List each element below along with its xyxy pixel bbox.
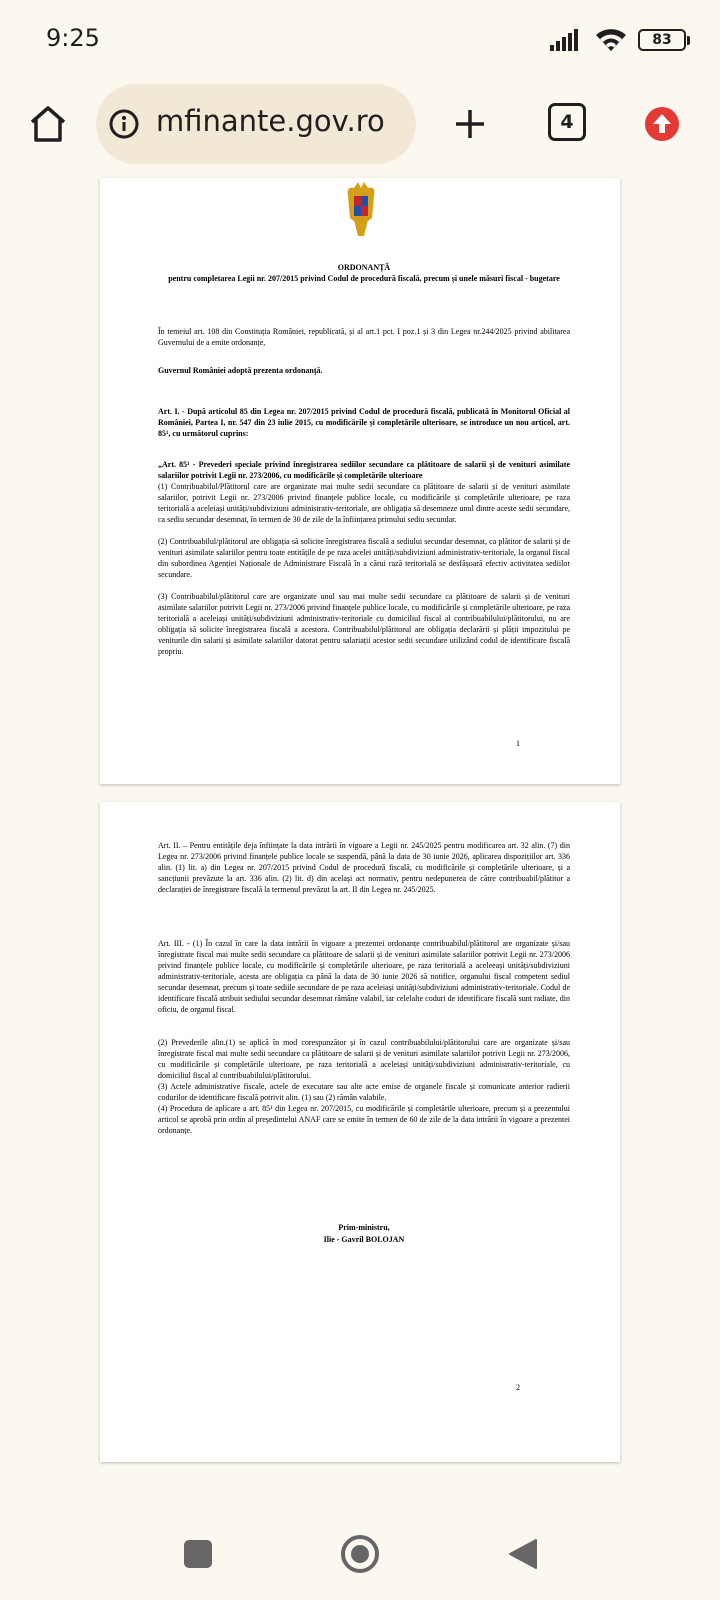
article-3-para-4: (4) Procedura de aplicare a art. 85¹ din Legea nr. 207/2015, cu modificările și completările ulterioare, precum și a prezentului articol se aprobă prin ordin al președintelui ANAF care se emite în termen de 60 de zile de la data intrării în vigoare a prezentei ordonanțe. — [158, 1104, 570, 1135]
article-1-intro: Art. I. - După articolul 85 din Legea nr. 207/2015 privind Codul de procedură fiscală, publicată în Monitorul Oficial al României, Partea I, nr. 547 din 23 iulie 2015, cu modificările și completările ulterioare, se introduce un nou articol, art. 85¹, cu următorul cuprins: — [158, 407, 570, 438]
tabs-button[interactable]: 4 — [548, 103, 586, 141]
document-page-1 — [100, 178, 620, 784]
recents-icon[interactable] — [184, 1540, 212, 1568]
info-icon[interactable] — [108, 108, 140, 140]
article-85-title: „Art. 85¹ - Prevederi speciale privind înregistrarea sediilor secundare ca plătitoare de salarii și de venituri asimilate salariilor potrivit Legii nr. 273/2006, cu modificările și completările ulterioare — [158, 460, 570, 480]
url-bar[interactable] — [96, 84, 416, 164]
signature-title: Prim-ministru, — [338, 1223, 390, 1232]
status-time: 9:25 — [46, 24, 100, 52]
page-number: 1 — [516, 739, 520, 748]
home-circle-icon[interactable] — [340, 1534, 380, 1574]
browser-toolbar — [0, 82, 720, 166]
article-85-para-1: (1) Contribuabilul/Plătitorul care are organizate mai multe sedii secundare ca plătitoare de salarii și de venituri asimilate salariilor, potrivit Legii nr. 273/2006 privind finanțele publice locale, cu modificările și completările ulterioare, pe raza teritorială a aceleiași unități/subdiviziuni administrativ-teritoriale, are obligația să desemneze unul dintre aceste sedii secundare, ca sediu secundar desemnat, în termen de 30 de zile de la înființarea primului sediu secundar. — [158, 482, 570, 524]
page-number: 2 — [516, 1383, 520, 1392]
wifi-icon — [594, 27, 628, 53]
battery-icon: 83 — [638, 29, 686, 51]
article-3-para-3: (3) Actele administrative fiscale, actele de executare sau alte acte emise de organele fiscale și comunicate anterior radierii codurilor de identificare fiscală potrivit alin. (1) sau (2) rămân valabile. — [158, 1082, 570, 1102]
pdf-viewer[interactable] — [0, 170, 720, 1470]
signature-name: Ilie - Gavril BOLOJAN — [323, 1235, 405, 1244]
article-85-para-3: (3) Contribuabilul/plătitorul care are organizate unul sau mai multe sedii secundare ca plătitoare de salarii și de venituri asimilate salariilor potrivit Legii nr. 273/2006 privind finanțele publice locale, cu modificările și completările ulterioare, pe raza teritorială a aceleiași unități/subdiviziuni administrativ-teritoriale cu domiciliul fiscal al contribuabilului/plătitorului, nu are obligația să solicite înregistrarea fiscală a acestora. Contribuabilul/plătitorul are obligația declarării și plății impozitului pe veniturile din salarii și asimilate salariilor datorat pentru salariații acestor sedii secundare utilizând codul de identificare fiscală propriu. — [158, 592, 570, 656]
url-text[interactable]: mfinante.gov.ro — [156, 104, 385, 138]
plus-icon[interactable] — [450, 104, 490, 144]
coat-of-arms-icon — [344, 178, 378, 242]
document-subtitle: pentru completarea Legii nr. 207/2015 privind Codul de procedură fiscală, precum și unele măsuri fiscal - bugetare — [168, 274, 560, 283]
article-3-para-2: (2) Prevederile alin.(1) se aplică în mod corespunzător și în cazul contribuabilului/plătitorului care are organizate și/sau înregistrate fiscal mai multe sedii secundare ca plătitoare de salarii și de venituri asimilate salariilor potrivit Legii nr. 273/2006, cu modificările și completările ulterioare, pe raza teritorială a aceleiași unități/subdiviziuni administrativ-teritoriale, cu domiciliul fiscal al contribuabilului/plătitorului. — [158, 1038, 570, 1080]
article-85-para-2: (2) Contribuabilul/plătitorul are obligația să solicite înregistrarea fiscală a sediului secundar desemnat, ca plătitor de salarii și de venituri asimilate salariilor pentru toate entitățile de pe raza acelei unități/subdiviziuni administrativ-teritoriale, la organul fiscal din subordinea Agenției Naționale de Administrare Fiscală în a cărui rază teritorială se desfășoară efectiv activitatea sediilor secundare. — [158, 537, 570, 579]
status-icons — [550, 26, 686, 54]
preamble-text: În temeiul art. 108 din Constituția României, republicată, și al art.1 pct. I poz.1 și 3 din Legea nr.244/2025 privind abilitarea Guvernului de a emite ordonanțe, — [158, 327, 570, 347]
update-icon[interactable] — [644, 106, 680, 142]
signal-icon — [550, 29, 584, 51]
article-2-text: Art. II. – Pentru entitățile deja înființate la data intrării în vigoare a Legii nr. 245/2025 pentru modificarea art. 32 alin. (7) din Legea nr. 273/2006 privind finanțele publice locale se suspendă, până la data de 30 iunie 2026, aplicarea dispozițiilor art. 336 alin. (1) lit. a) din Legea nr. 207/2015 privind Codul de procedură fiscală, cu modificările și completările ulterioare, și a sancțiunii prevăzute la art. 336 alin. (2) lit. d) din același act normativ, pentru nedepunerea de către contribuabil/plătitor a declarației de înregistrare fiscală la termenul prevăzut la art. II din Legea nr. 245/2025. — [158, 841, 570, 894]
article-3-para-1: Art. III. - (1) În cazul în care la data intrării în vigoare a prezentei ordonanțe contribuabilul/plătitorul are organizate și/sau înregistrate fiscal mai multe sedii secundare ca plătitoare de salarii și de venituri asimilate salariilor potrivit Legii nr. 273/2006 privind finanțele publice locale, cu modificările și completările ulterioare, pe raza teritorială a aceleeași unități/subdiviziuni administrativ-teritoriale, acesta are obligația ca până la data de 30 iunie 2026 să notifice, organului fiscal competent sediul secundar desemnat, precum și toate sediile secundare de pe raza aceleiași unități/subdiviziuni administrativ-teritoriale. Codul de identificare fiscală atribuit sediului secundar desemnat rămâne valabil, iar celelalte coduri de identificare fiscală sunt radiate, din oficiu, de organul fiscal. — [158, 939, 570, 1014]
status-bar — [0, 0, 720, 80]
document-page-2 — [100, 802, 620, 1462]
back-icon[interactable] — [508, 1538, 538, 1570]
system-nav-bar — [0, 1500, 720, 1600]
home-icon[interactable] — [26, 102, 70, 146]
document-title: ORDONANȚĂ — [337, 263, 391, 272]
adopts-text: Guvernul României adoptă prezenta ordonanță. — [158, 366, 323, 375]
